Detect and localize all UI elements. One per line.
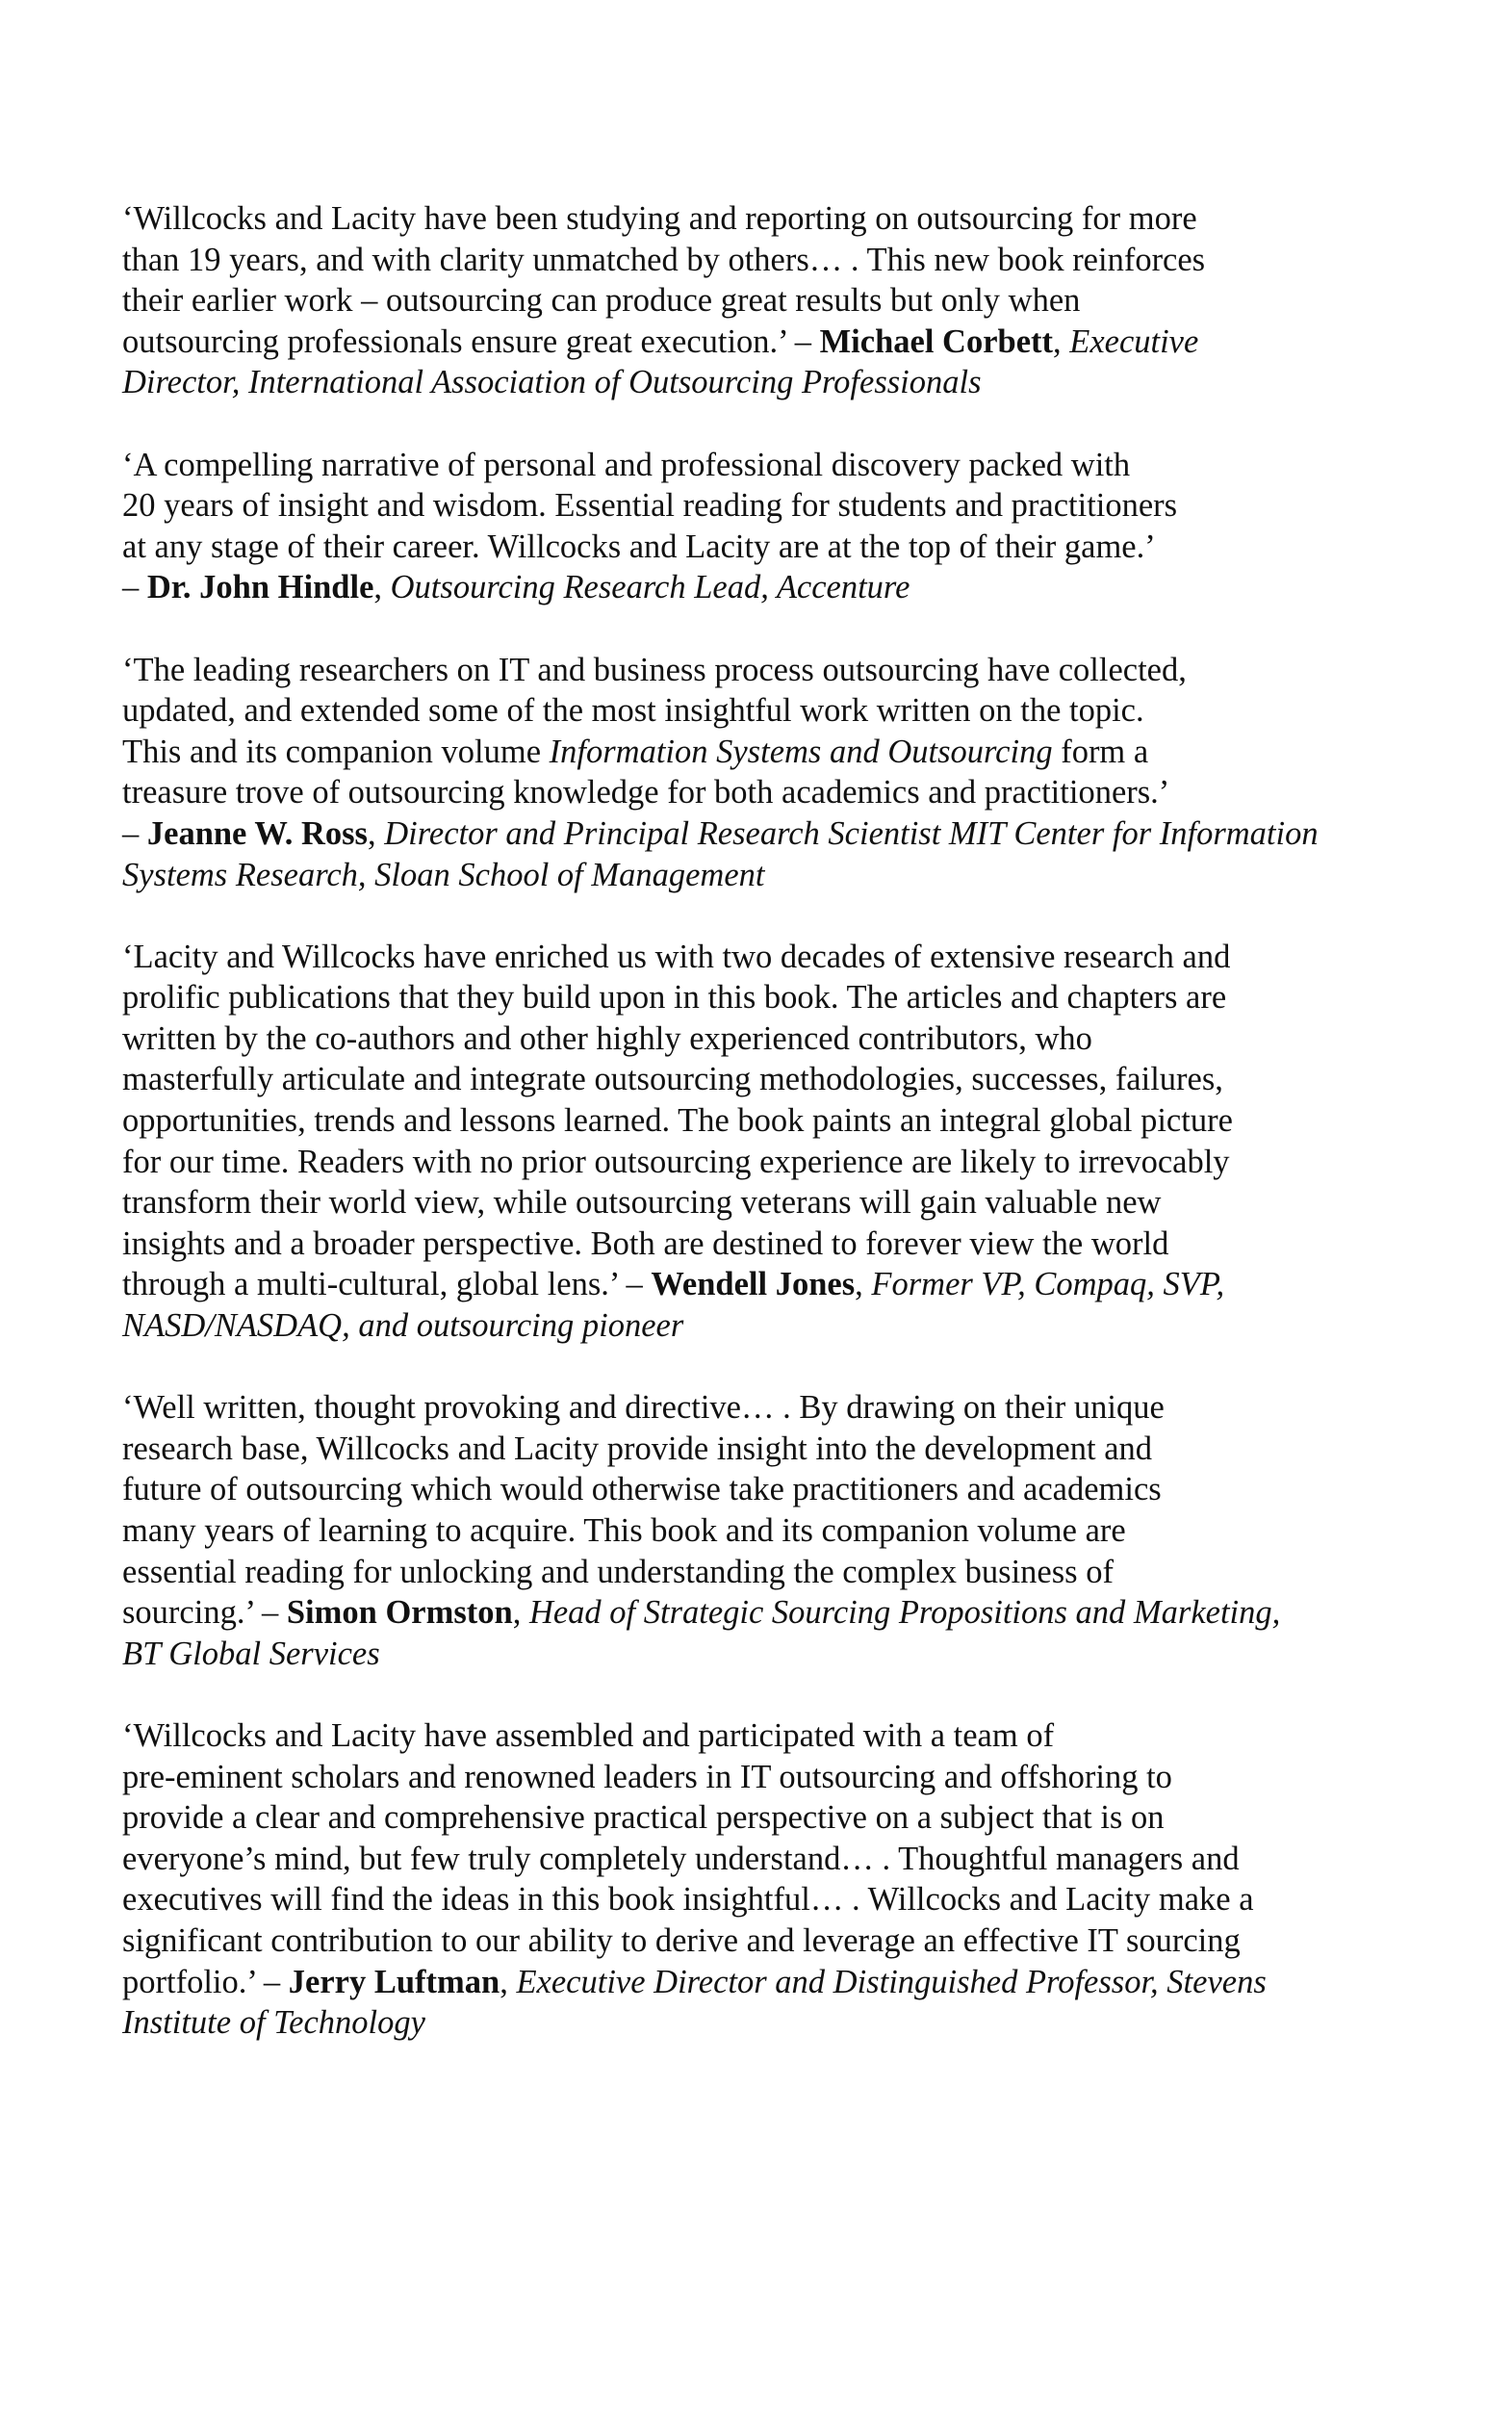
endorser-title: Executive xyxy=(1069,322,1199,360)
text-line xyxy=(122,1879,1489,1920)
text-line xyxy=(122,1552,1489,1593)
text-line xyxy=(122,650,1489,691)
quote-text: , xyxy=(373,569,391,606)
text-line xyxy=(122,1224,1489,1265)
text-line xyxy=(122,240,1489,281)
quote-text: form a xyxy=(1052,733,1149,770)
quote-text: at any stage of their career. Willcocks and Lacity are at the top of their game.’ xyxy=(122,528,1156,565)
text-line xyxy=(122,1962,1489,2003)
quote-text: written by the co-authors and other highly experienced contributors, who xyxy=(122,1019,1092,1057)
endorser-name: Jerry Luftman xyxy=(288,1963,500,2000)
text-line xyxy=(122,322,1489,363)
text-line xyxy=(122,1715,1489,1757)
quote-text: for our time. Readers with no prior outsourcing experience are likely to irrevocably xyxy=(122,1143,1230,1180)
endorsement-paragraph xyxy=(122,445,1489,608)
quote-text: essential reading for unlocking and understanding the complex business of xyxy=(122,1553,1114,1590)
endorser-title: Systems Research, Sloan School of Management xyxy=(122,856,765,893)
text-line xyxy=(122,362,1489,403)
text-line xyxy=(122,977,1489,1018)
quote-text: updated, and extended some of the most insightful work written on the topic. xyxy=(122,692,1144,730)
quote-text: prolific publications that they build upon in this book. The articles and chapters are xyxy=(122,979,1227,1017)
endorser-name: Simon Ormston xyxy=(286,1594,513,1632)
quote-text: their earlier work – outsourcing can produce great results but only when xyxy=(122,282,1081,320)
text-line xyxy=(122,813,1489,855)
quote-text: future of outsourcing which would otherwise take practitioners and academics xyxy=(122,1471,1162,1508)
endorser-title: Director, International Association of Outsourcing Professionals xyxy=(122,364,982,401)
endorsement-paragraph xyxy=(122,650,1489,896)
text-line xyxy=(122,1510,1489,1552)
text-line xyxy=(122,485,1489,527)
quote-text: 20 years of insight and wisdom. Essential reading for students and practitioners xyxy=(122,487,1178,525)
quote-text: transform their world view, while outsourcing veterans will gain valuable new xyxy=(122,1184,1162,1222)
endorsement-paragraph xyxy=(122,1387,1489,1674)
text-line xyxy=(122,445,1489,486)
text-line xyxy=(122,1592,1489,1634)
endorser-title: Information Systems and Outsourcing xyxy=(549,733,1053,770)
quote-text: , xyxy=(512,1594,529,1632)
text-line xyxy=(122,1059,1489,1100)
text-line xyxy=(122,198,1489,240)
quote-text: ‘Well written, thought provoking and directive… . By drawing on their unique xyxy=(122,1389,1165,1427)
quote-text: everyone’s mind, but few truly completely understand… . Thoughtful managers and xyxy=(122,1840,1240,1877)
text-line xyxy=(122,855,1489,896)
text-line xyxy=(122,1920,1489,1962)
text-line xyxy=(122,1757,1489,1798)
quote-text: ‘Willcocks and Lacity have been studying and reporting on outsourcing for more xyxy=(122,200,1197,237)
text-line xyxy=(122,1387,1489,1429)
quote-text: masterfully articulate and integrate outsourcing methodologies, successes, failures, xyxy=(122,1061,1223,1098)
endorser-name: Jeanne W. Ross xyxy=(146,814,368,852)
text-line xyxy=(122,1429,1489,1470)
quote-text: , xyxy=(855,1266,872,1303)
endorser-title: Director and Principal Research Scientist MIT Center for Information xyxy=(384,814,1319,852)
quote-text: than 19 years, and with clarity unmatched by others… . This new book reinforces xyxy=(122,241,1206,278)
quote-text: – xyxy=(122,814,147,852)
text-line xyxy=(122,772,1489,813)
text-line xyxy=(122,1634,1489,1675)
endorser-name: Wendell Jones xyxy=(651,1266,856,1303)
text-line xyxy=(122,937,1489,978)
quote-text: opportunities, trends and lessons learned. The book paints an integral global picture xyxy=(122,1102,1233,1140)
quote-text: sourcing.’ – xyxy=(122,1594,287,1632)
endorser-title: Executive Director and Distinguished Professor, Stevens xyxy=(516,1963,1267,2000)
text-line xyxy=(122,1142,1489,1183)
text-line xyxy=(122,690,1489,732)
quote-text: provide a clear and comprehensive practical perspective on a subject that is on xyxy=(122,1799,1165,1837)
quote-text: pre-eminent scholars and renowned leaders in IT outsourcing and offshoring to xyxy=(122,1758,1172,1795)
text-line xyxy=(122,2002,1489,2044)
endorser-name: Michael Corbett xyxy=(819,322,1053,360)
quote-text: treasure trove of outsourcing knowledge for both academics and practitioners.’ xyxy=(122,774,1170,812)
text-line xyxy=(122,280,1489,322)
endorsement-paragraph xyxy=(122,1715,1489,2044)
text-line xyxy=(122,732,1489,773)
quote-text: through a multi-cultural, global lens.’ – xyxy=(122,1266,652,1303)
endorser-title: Outsourcing Research Lead, Accenture xyxy=(390,569,910,606)
quote-text: ‘Lacity and Willcocks have enriched us with two decades of extensive research and xyxy=(122,938,1231,975)
endorser-name: Dr. John Hindle xyxy=(146,569,374,606)
text-line xyxy=(122,1018,1489,1060)
quote-text: This and its companion volume xyxy=(122,733,550,770)
endorser-title: BT Global Services xyxy=(122,1635,380,1672)
quote-text: insights and a broader perspective. Both are destined to forever view the world xyxy=(122,1224,1169,1262)
quote-text: many years of learning to acquire. This book and its companion volume are xyxy=(122,1512,1126,1549)
quote-text: ‘Willcocks and Lacity have assembled and participated with a team of xyxy=(122,1716,1055,1754)
quote-text: ‘The leading researchers on IT and business process outsourcing have collected, xyxy=(122,651,1187,688)
quote-text: , xyxy=(1053,322,1070,360)
endorsement-paragraph xyxy=(122,937,1489,1347)
text-line xyxy=(122,1182,1489,1224)
quote-text: ‘A compelling narrative of personal and professional discovery packed with xyxy=(122,446,1131,483)
quote-text: executives will find the ideas in this book insightful… . Willcocks and Lacity make a xyxy=(122,1881,1254,1919)
quote-text: research base, Willcocks and Lacity provide insight into the development and xyxy=(122,1430,1153,1467)
text-line xyxy=(122,1305,1489,1347)
endorsements-page xyxy=(122,198,1489,2084)
quote-text: , xyxy=(500,1963,517,2000)
endorser-title: Institute of Technology xyxy=(122,2004,425,2042)
text-line xyxy=(122,527,1489,568)
quote-text: significant contribution to our ability to derive and leverage an effective IT sourcing xyxy=(122,1921,1241,1959)
endorser-title: Head of Strategic Sourcing Propositions and Marketing, xyxy=(528,1594,1281,1632)
text-line xyxy=(122,1839,1489,1880)
text-line xyxy=(122,567,1489,608)
quote-text: portfolio.’ – xyxy=(122,1963,289,2000)
endorser-title: NASD/NASDAQ, and outsourcing pioneer xyxy=(122,1307,684,1345)
quote-text: outsourcing professionals ensure great execution.’ – xyxy=(122,322,820,360)
endorser-title: Former VP, Compaq, SVP, xyxy=(871,1266,1225,1303)
endorsement-paragraph xyxy=(122,198,1489,403)
quote-text: , xyxy=(367,814,385,852)
text-line xyxy=(122,1100,1489,1142)
text-line xyxy=(122,1469,1489,1510)
text-line xyxy=(122,1264,1489,1305)
text-line xyxy=(122,1797,1489,1839)
quote-text: – xyxy=(122,569,147,606)
